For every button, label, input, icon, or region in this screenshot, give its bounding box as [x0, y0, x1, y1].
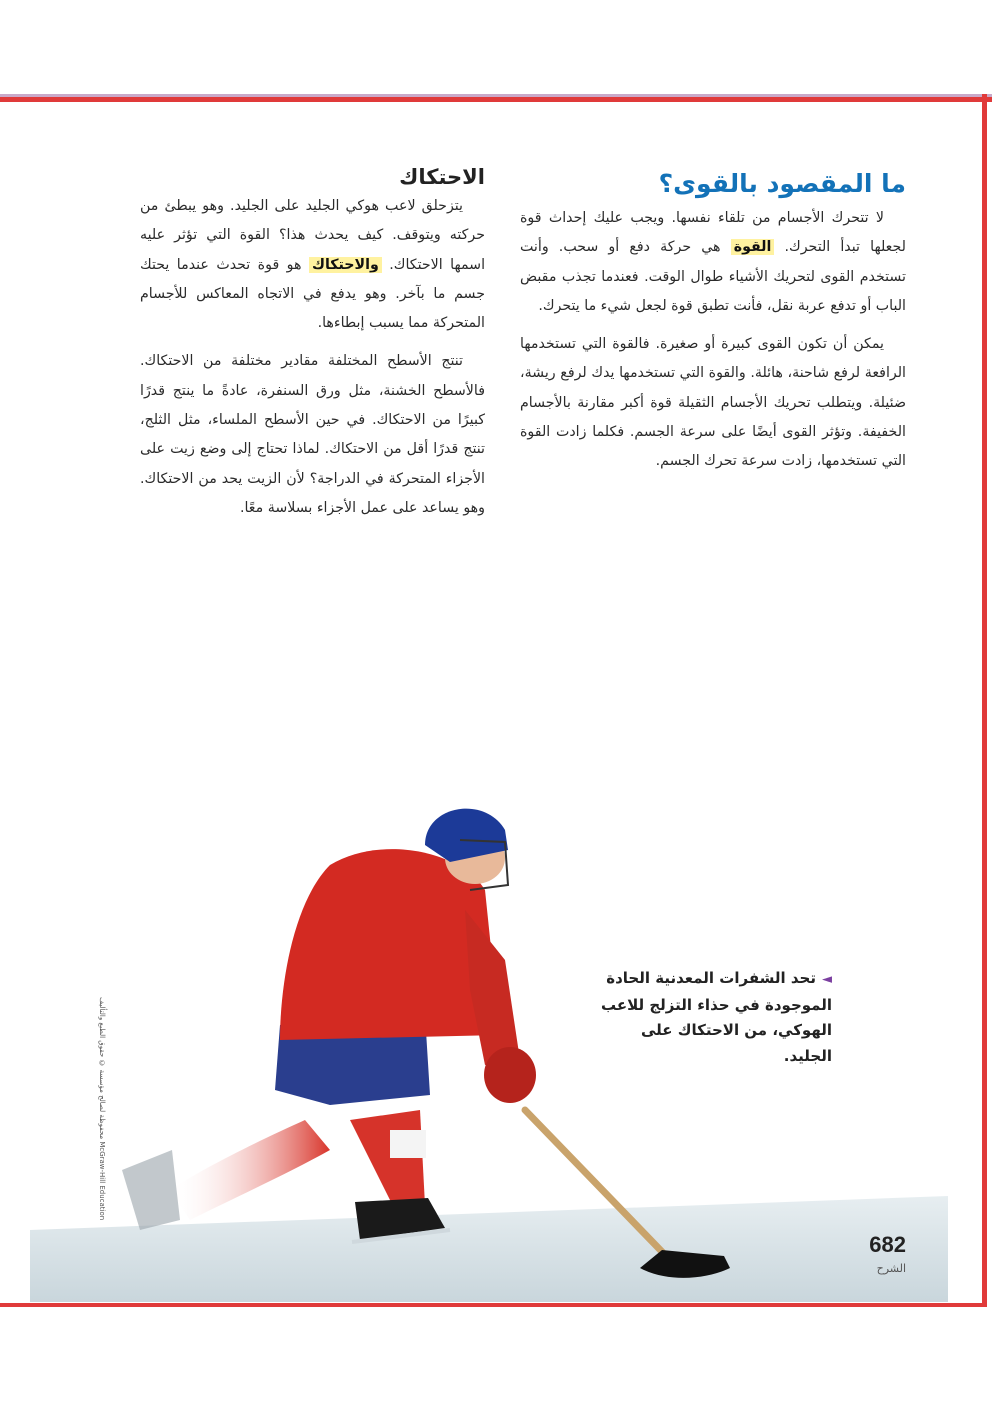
page-label: الشرح	[876, 1262, 906, 1275]
term-force: القوة	[731, 239, 775, 255]
caption-arrow-icon: ◄	[822, 972, 832, 987]
photo-credit: McGraw-Hill Education محفوظة لصالح مؤسسة © حقوق الطبع والتأليف	[98, 996, 106, 1220]
forces-p1-text-b: هي حركة دفع أو سحب. وأنت تستخدم القوى لتحريك الأشياء طوال الوقت. فعندما تجذب مقبض الباب أو تدفع عربة نقل، فأنت تطبق قوة لجعل شيء ما يتحرك.	[520, 239, 906, 314]
forces-paragraph-1	[520, 204, 906, 321]
forces-paragraph-2: يمكن أن تكون القوى كبيرة أو صغيرة. فالقوة التي تستخدمها الرافعة لرفع شاحنة، هائلة. والقوة التي تستخدمها يدك لرفع ريشة، ضئيلة. ويتطلب تحريك الأجسام الثقيلة قوة أكبر مقارنة بالأجسام الخفيفة. وتؤثر القوى أيضًا على سرعة الجسم. فكلما زادت القوة التي تستخدمها، زادت سرعة تحرك الجسم.	[520, 336, 906, 470]
friction-p1-text-b: هو قوة تحدث عندما يحتك جسم ما بآخر. وهو يدفع في الاتجاه المعاكس للأجسام المتحركة مما يسبب إبطاءها.	[140, 256, 485, 332]
friction-heading: الاحتكاك	[399, 165, 485, 189]
front-leg	[350, 1110, 425, 1210]
back-skate	[122, 1150, 180, 1230]
back-leg	[170, 1120, 330, 1220]
glove	[484, 1047, 536, 1103]
front-sock-stripe	[390, 1130, 426, 1158]
forces-p1-text-a: لا تتحرك الأجسام من تلقاء نفسها. ويجب عليك إحداث قوة لجعلها تبدأ التحرك.	[520, 210, 907, 256]
friction-p1-text-a: يتزحلق لاعب هوكي الجليد على الجليد. وهو يبطئ من حركته ويتوقف. كيف يحدث هذا؟ القوة التي تؤثر عليه اسمها الاحتكاك.	[140, 198, 486, 273]
right-arm	[465, 910, 520, 1065]
caption-text: تحد الشفرات المعدنية الحادة الموجودة في حذاء التزلج للاعب الهوكي، من الاحتكاك على الجليد.	[601, 969, 832, 1065]
term-friction: والاحتكاك	[309, 257, 382, 273]
page-frame-right	[982, 94, 987, 1307]
forces-section	[520, 166, 906, 477]
friction-section	[140, 162, 485, 523]
forces-heading: ما المقصود بالقوى؟	[658, 169, 906, 198]
friction-paragraph-1	[140, 192, 485, 338]
photo-caption	[590, 966, 832, 1069]
page-number: 682	[869, 1232, 906, 1257]
friction-paragraph-2: تنتج الأسطح المختلفة مقادير مختلفة من الاحتكاك. فالأسطح الخشنة، مثل ورق السنفرة، عادةً ما ينتج قدرًا كبيرًا من الاحتكاك. في حين الأسطح الملساء، مثل الثلج، تنتج قدرًا أقل من الاحتكاك. لماذا تحتاج إلى وضع زيت على الأجزاء المتحركة في الدراجة؟ لأن الزيت يحد من الاحتكاك. وهو يساعد على عمل الأجزاء بسلاسة معًا.	[140, 353, 485, 516]
page-frame-bottom	[0, 1303, 987, 1307]
page-frame-top	[0, 94, 992, 102]
